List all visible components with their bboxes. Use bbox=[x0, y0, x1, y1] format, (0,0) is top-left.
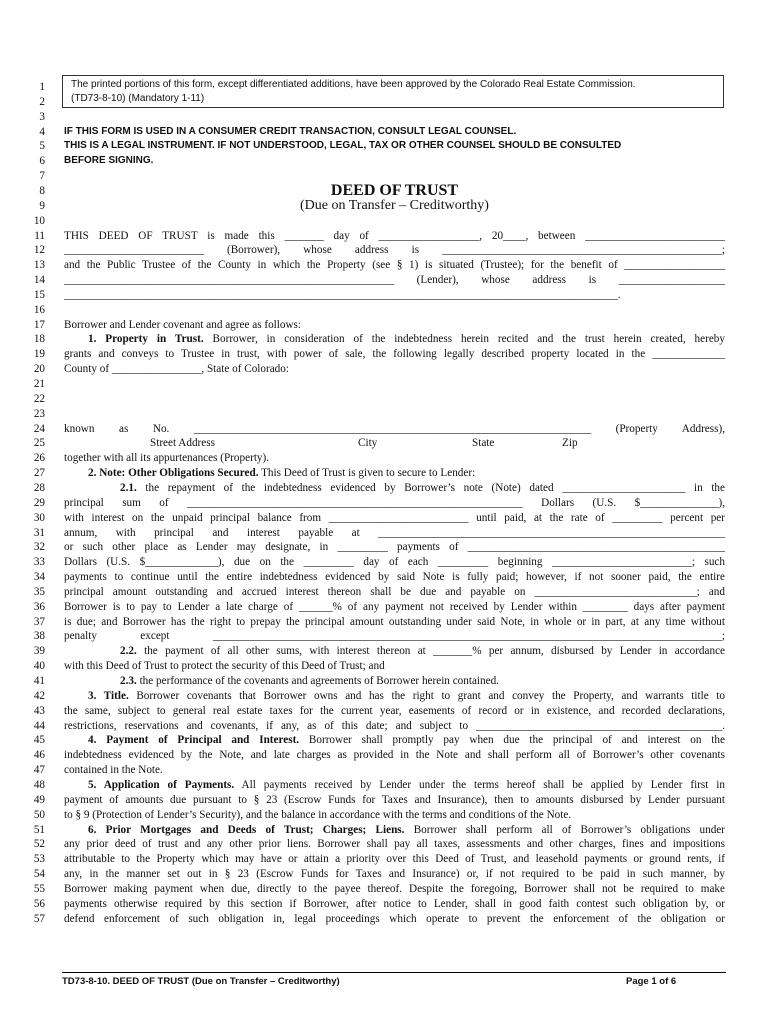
document-line bbox=[0, 110, 770, 125]
line-number: 42 bbox=[33, 689, 45, 702]
line-number: 56 bbox=[33, 897, 45, 910]
section-heading: 2.2. bbox=[120, 645, 137, 658]
document-line bbox=[0, 867, 770, 882]
line-text: BEFORE SIGNING. bbox=[64, 155, 154, 167]
line-number: 52 bbox=[33, 838, 45, 851]
section-heading: 5. Application of Payments. bbox=[88, 778, 235, 791]
line-text: IF THIS FORM IS USED IN A CONSUMER CREDIT TRANSACTION, CONSULT LEGAL COUNSEL. bbox=[64, 125, 517, 137]
line-text: principal sum of ____________________________________________________________ Dollars (U.S. $______________), bbox=[64, 496, 725, 509]
approval-notice-line-1: The printed portions of this form, except differentiated additions, have been approved by the Colorado Real Estate Commission. bbox=[71, 79, 636, 90]
line-number: 25 bbox=[33, 437, 45, 450]
document-line bbox=[0, 585, 770, 600]
document-line bbox=[0, 496, 770, 511]
approval-notice-line-2: (TD73-8-10) (Mandatory 1-11) bbox=[71, 93, 205, 104]
document-line bbox=[0, 526, 770, 541]
document-line bbox=[0, 763, 770, 778]
line-text: ___________________________________________________________________________________________________. bbox=[64, 288, 621, 301]
line-number: 45 bbox=[33, 734, 45, 747]
document-line bbox=[0, 719, 770, 734]
line-text: 3. Title. Borrower covenants that Borrower owns and has the right to grant and convey the Property, and warrants title to bbox=[88, 689, 725, 702]
document-line bbox=[0, 181, 770, 199]
document-line bbox=[0, 615, 770, 630]
line-text: and the Public Trustee of the County in which the Property (see § 1) is situated (Trustee); for the benefit of __________________ bbox=[64, 259, 725, 272]
line-text: indebtedness evidenced by the Note, and late charges as provided in the Note and shall perform all of Borrower’s other covenants bbox=[64, 749, 725, 762]
document-line bbox=[0, 214, 770, 229]
document-line bbox=[0, 570, 770, 585]
document-line bbox=[0, 95, 770, 110]
document-line bbox=[0, 318, 770, 333]
line-text: THIS IS A LEGAL INSTRUMENT. IF NOT UNDERSTOOD, LEGAL, TAX OR OTHER COUNSEL SHOULD BE CONSULTED bbox=[64, 140, 622, 152]
address-caption: City bbox=[358, 437, 378, 450]
document-line bbox=[0, 288, 770, 303]
document-line bbox=[0, 154, 770, 169]
section-heading: 6. Prior Mortgages and Deeds of Trust; Charges; Liens. bbox=[88, 823, 405, 836]
line-number: 27 bbox=[33, 467, 45, 480]
document-line bbox=[0, 451, 770, 466]
line-number: 44 bbox=[33, 719, 45, 732]
line-number: 57 bbox=[33, 912, 45, 925]
line-number: 8 bbox=[39, 184, 45, 197]
section-heading: 2. Note: Other Obligations Secured. bbox=[88, 467, 259, 480]
document-line bbox=[0, 303, 770, 318]
line-text: payments otherwise required by this section if Borrower, after notice to Lender, shall in good faith contest such obligation by, or bbox=[64, 897, 725, 910]
section-heading: 2.3. bbox=[120, 675, 137, 687]
line-number: 21 bbox=[33, 378, 45, 390]
line-number: 14 bbox=[33, 274, 45, 287]
document-line bbox=[0, 644, 770, 659]
line-text: with interest on the unpaid principal balance from _________________________ until paid, at the rate of _________ percent per bbox=[64, 511, 725, 524]
line-number: 37 bbox=[33, 615, 45, 628]
line-number: 41 bbox=[33, 675, 45, 687]
document-line bbox=[0, 912, 770, 927]
line-text: 1. Property in Trust. Borrower, in consideration of the indebtedness herein recited and the trust herein created, hereby bbox=[88, 333, 725, 346]
line-text: penalty except ___________________________________________________________________________________________; bbox=[64, 630, 725, 643]
line-text: contained in the Note. bbox=[64, 764, 163, 777]
document-line bbox=[0, 392, 770, 407]
line-text: 2. Note: Other Obligations Secured. This Deed of Trust is given to secure to Lender: bbox=[88, 467, 476, 480]
address-caption: State bbox=[472, 437, 495, 450]
line-number: 4 bbox=[39, 125, 45, 138]
document-line bbox=[0, 436, 770, 451]
line-number: 6 bbox=[39, 155, 45, 168]
line-number: 30 bbox=[33, 511, 45, 524]
line-number: 20 bbox=[33, 363, 45, 376]
document-line bbox=[0, 362, 770, 377]
document-line bbox=[0, 600, 770, 615]
line-text: DEED OF TRUST bbox=[330, 181, 459, 199]
line-text: (Due on Transfer – Creditworthy) bbox=[300, 197, 489, 213]
line-number: 49 bbox=[33, 793, 45, 806]
line-number: 23 bbox=[33, 407, 45, 420]
section-heading: 1. Property in Trust. bbox=[88, 333, 204, 346]
line-text: Borrower making payment when due, directly to the payee thereof. Despite the foregoing, Borrower shall not be required to make bbox=[64, 882, 725, 895]
line-number: 17 bbox=[33, 318, 45, 331]
line-number: 15 bbox=[33, 288, 45, 301]
document-line bbox=[0, 778, 770, 793]
document-line bbox=[0, 481, 770, 496]
line-number: 9 bbox=[39, 199, 45, 212]
line-number: 31 bbox=[33, 526, 45, 539]
document-line bbox=[0, 422, 770, 437]
line-text: 2.2. the payment of all other sums, with interest thereon at _______% per annum, disbursed by Lender in accordance bbox=[120, 645, 725, 658]
line-text: together with all its appurtenances (Property). bbox=[64, 452, 270, 465]
line-text: defend enforcement of such obligation in, legal proceedings which operate to prevent the enforcement of the obligation or bbox=[64, 912, 725, 925]
line-number: 40 bbox=[33, 660, 45, 673]
line-number: 47 bbox=[33, 764, 45, 777]
line-text: _________________________ (Borrower), whose address is __________________________________________________; bbox=[64, 244, 725, 257]
line-number: 3 bbox=[39, 110, 45, 123]
document-line bbox=[0, 659, 770, 674]
line-number: 38 bbox=[33, 630, 45, 643]
line-number: 18 bbox=[33, 333, 45, 346]
document-line bbox=[0, 704, 770, 719]
line-number: 46 bbox=[33, 749, 45, 762]
line-text: 6. Prior Mortgages and Deeds of Trust; Charges; Liens. Borrower shall perform all of Borrower’s obligations under bbox=[88, 823, 725, 836]
line-number: 29 bbox=[33, 496, 45, 509]
line-text: Borrower is to pay to Lender a late charge of ______% of any payment not received by Lender within ________ days after payment bbox=[64, 600, 725, 613]
line-number: 33 bbox=[33, 556, 45, 569]
line-number: 13 bbox=[33, 259, 45, 272]
line-number: 55 bbox=[33, 882, 45, 895]
footer-divider bbox=[62, 972, 726, 973]
line-text: Borrower and Lender covenant and agree as follows: bbox=[64, 318, 302, 331]
line-number: 50 bbox=[33, 808, 45, 821]
address-caption: Street Address bbox=[150, 437, 215, 450]
line-number: 1 bbox=[39, 81, 45, 93]
section-heading: 2.1. bbox=[120, 481, 137, 494]
document-line bbox=[0, 258, 770, 273]
line-number: 28 bbox=[33, 481, 45, 494]
document-line bbox=[0, 80, 770, 95]
document-line bbox=[0, 837, 770, 852]
line-text: ___________________________________________________________ (Lender), whose address is ___________________ bbox=[64, 274, 725, 287]
footer-page-number: Page 1 of 6 bbox=[626, 976, 677, 987]
document-line bbox=[0, 511, 770, 526]
document-line bbox=[0, 199, 770, 214]
line-text: 4. Payment of Principal and Interest. Borrower shall promptly pay when due the principal of and interest on the bbox=[88, 734, 725, 747]
document-line bbox=[0, 629, 770, 644]
line-text: 2.1. the repayment of the indebtedness evidenced by Borrower’s note (Note) dated ______________________ in the bbox=[120, 481, 725, 494]
document-line bbox=[0, 748, 770, 763]
line-number: 34 bbox=[33, 571, 45, 584]
line-number: 24 bbox=[33, 422, 45, 435]
line-number: 32 bbox=[33, 541, 45, 554]
line-number: 35 bbox=[33, 585, 45, 598]
document-line bbox=[0, 377, 770, 392]
line-text: THIS DEED OF TRUST is made this _______ day of __________________, 20____, between _________________________ bbox=[64, 229, 725, 242]
address-caption: Zip bbox=[562, 437, 578, 450]
line-number: 12 bbox=[33, 244, 45, 257]
line-number: 5 bbox=[39, 140, 45, 153]
document-line bbox=[0, 882, 770, 897]
line-text: principal amount outstanding and accrued interest thereon shall be due and payable on _____________________________; and bbox=[64, 585, 725, 598]
line-text: grants and conveys to Trustee in trust, with power of sale, the following legally described property located in the _____________ bbox=[64, 348, 725, 361]
line-number: 22 bbox=[33, 392, 45, 405]
document-line bbox=[0, 273, 770, 288]
document-line bbox=[0, 897, 770, 912]
line-number: 51 bbox=[33, 823, 45, 836]
line-number: 53 bbox=[33, 853, 45, 866]
document-line bbox=[0, 808, 770, 823]
document-line bbox=[0, 407, 770, 422]
document-line bbox=[0, 243, 770, 258]
line-text: the same, subject to general real estate taxes for the current year, easements of record or in existence, and recorded declarations, bbox=[64, 704, 725, 717]
line-text: with this Deed of Trust to protect the security of this Deed of Trust; and bbox=[64, 660, 385, 673]
document-line bbox=[0, 540, 770, 555]
line-text: County of ________________, State of Colorado: bbox=[64, 363, 289, 376]
document-line bbox=[0, 793, 770, 808]
line-text: attributable to the Property which may have or attain a priority over this Deed of Trust, and leasehold payments or ground rents, if bbox=[64, 853, 725, 866]
line-text: any, in the manner set out in § 23 (Escrow Funds for Taxes and Insurance) or, if not required to be paid in such manner, by bbox=[64, 868, 725, 881]
line-number: 36 bbox=[33, 600, 45, 613]
line-number: 11 bbox=[34, 229, 45, 242]
document-line bbox=[0, 229, 770, 244]
document-line bbox=[0, 852, 770, 867]
line-text: restrictions, reservations and covenants, if any, as of this date; and subject to ____________________________________________. bbox=[64, 719, 725, 732]
line-text: to § 9 (Protection of Lender’s Security), and the balance in accordance with the terms and conditions of the Note. bbox=[64, 808, 572, 821]
section-heading: 3. Title. bbox=[88, 689, 129, 702]
line-number: 19 bbox=[33, 348, 45, 361]
document-line bbox=[0, 733, 770, 748]
line-number: 54 bbox=[33, 868, 45, 881]
section-heading: 4. Payment of Principal and Interest. bbox=[88, 734, 300, 747]
line-text: Dollars (U.S. $_____________), due on the _________ day of each _________ beginning _________________________; such bbox=[64, 556, 725, 569]
document-line bbox=[0, 332, 770, 347]
line-number: 48 bbox=[33, 778, 45, 791]
line-text: 5. Application of Payments. All payments received by Lender under the terms hereof shall be applied by Lender first in bbox=[88, 778, 725, 791]
line-text: payments to continue until the entire indebtedness evidenced by said Note is fully paid; however, if not sooner paid, the entire bbox=[64, 571, 725, 584]
line-number: 10 bbox=[33, 214, 45, 227]
document-line bbox=[0, 823, 770, 838]
line-number: 7 bbox=[39, 170, 45, 183]
line-text: known as No. _______________________________________________________________________ (Property Address), bbox=[64, 422, 725, 435]
line-text: or such other place as Lender may designate, in _________ payments of ______________________________________________ bbox=[64, 541, 725, 554]
document-line bbox=[0, 139, 770, 154]
line-text: is due; and Borrower has the right to prepay the principal amount outstanding under said Note, in whole or in part, at any time without bbox=[64, 615, 725, 628]
document-line bbox=[0, 674, 770, 689]
footer-form-title: TD73-8-10. DEED OF TRUST (Due on Transfer – Creditworthy) bbox=[62, 976, 340, 987]
document-line bbox=[0, 689, 770, 704]
line-number: 43 bbox=[33, 704, 45, 717]
line-text: payment of amounts due pursuant to § 23 (Escrow Funds for Taxes and Insurance), then to amounts disbursed by Lender pursuant bbox=[64, 793, 725, 806]
line-text: 2.3. the performance of the covenants and agreements of Borrower herein contained. bbox=[120, 675, 499, 687]
line-number: 2 bbox=[39, 95, 45, 108]
document-line bbox=[0, 555, 770, 570]
document-line bbox=[0, 347, 770, 362]
line-number: 16 bbox=[33, 303, 45, 316]
line-text: annum, with principal and interest payable at ______________________________________________________________ bbox=[64, 526, 725, 539]
line-text: any prior deed of trust and any other prior liens. Borrower shall pay all taxes, assessments and other charges, fines and impositions bbox=[64, 838, 725, 851]
document-line bbox=[0, 466, 770, 481]
document-line bbox=[0, 125, 770, 140]
line-number: 39 bbox=[33, 645, 45, 658]
line-number: 26 bbox=[33, 452, 45, 465]
